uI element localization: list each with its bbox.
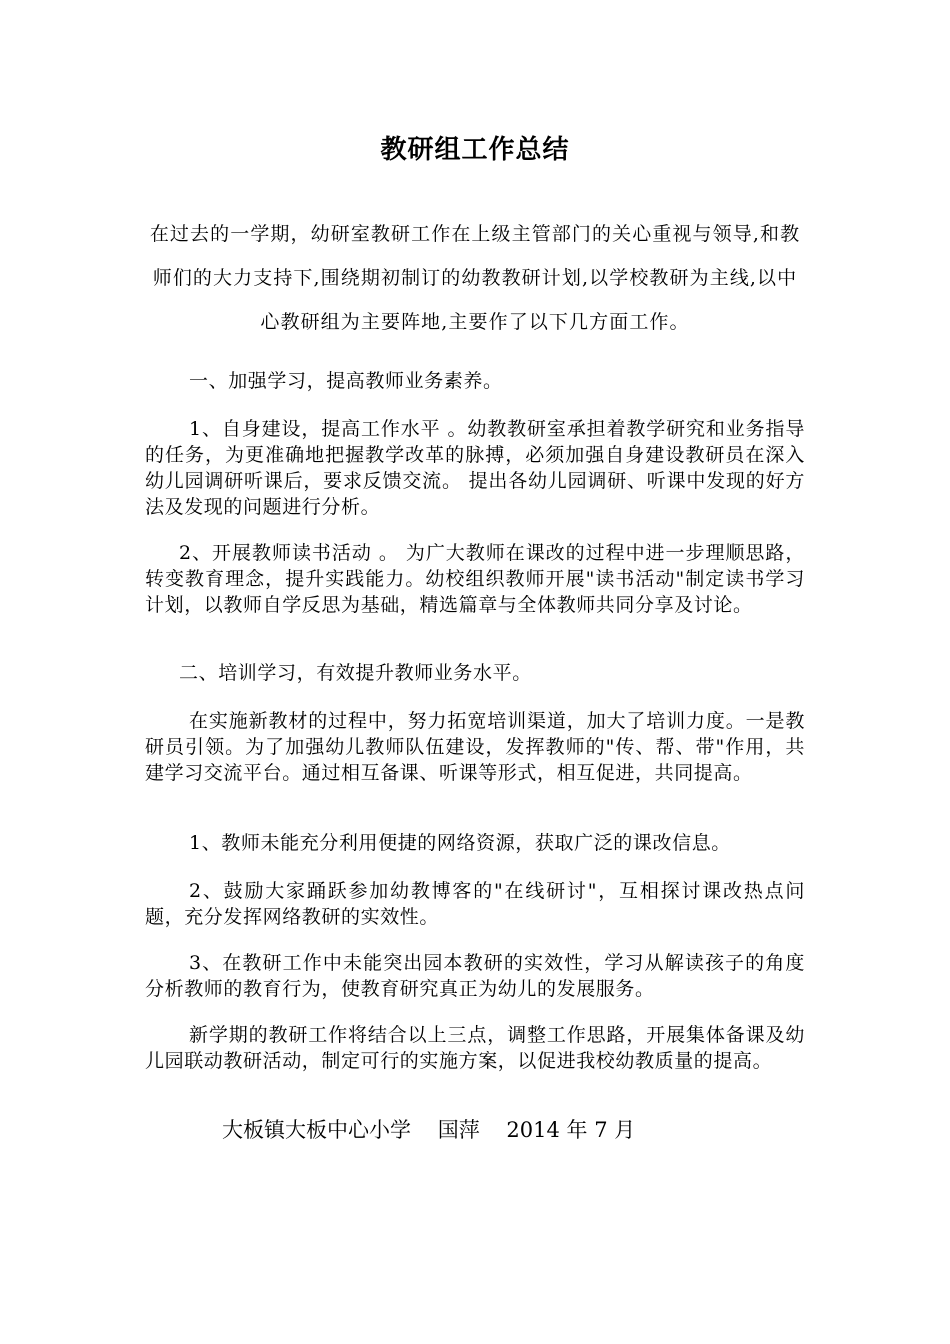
section-heading-2: 二、培训学习，有效提升教师业务水平。	[179, 662, 532, 684]
paragraph-6: 3、在教研工作中未能突出园本教研的实效性，学习从解读孩子的角度分析教师的教育行为，使教育研究真正为幼儿的发展服务。	[145, 952, 805, 1000]
paragraph-4: 1、教师未能充分利用便捷的网络资源，获取广泛的课改信息。	[189, 832, 731, 854]
paragraph-3: 在实施新教材的过程中，努力拓宽培训渠道，加大了培训力度。一是教研员引领。为了加强幼儿教师队伍建设，发挥教师的"传、帮、带"作用，共建学习交流平台。通过相互备课、听课等形式，相互促进，共同提高。	[145, 710, 805, 784]
paragraph-2: 2、开展教师读书活动 。 为广大教师在课改的过程中进一步理顺思路，转变教育理念，提升实践能力。幼校组织教师开展"读书活动"制定读书学习计划，以教师自学反思为基础，精选篇章与全体教师共同分享及讨论。	[145, 542, 805, 616]
intro-paragraph: 在过去的一学期，幼研室教研工作在上级主管部门的关心重视与领导,和教师们的大力支持下,围绕期初制订的幼教教研计划,以学校教研为主线,以中心教研组为主要阵地,主要作了以下几方面工作。	[149, 223, 801, 333]
section-heading-1: 一、加强学习，提高教师业务素养。	[189, 370, 503, 392]
paragraph-5: 2、鼓励大家踊跃参加幼教博客的"在线研讨"，互相探讨课改热点问题，充分发挥网络教研的实效性。	[145, 880, 805, 928]
signature-line: 大板镇大板中心小学 国萍 2014 年 7 月	[222, 1118, 636, 1142]
paragraph-1: 1、自身建设，提高工作水平 。幼教教研室承担着教学研究和业务指导的任务，为更准确地把握教学改革的脉搏，必须加强自身建设教研员在深入幼儿园调研听课后，要求反馈交流。 提出各幼儿园调研、听课中发现的好方法及发现的问题进行分析。	[145, 418, 805, 518]
document-title: 教研组工作总结	[380, 135, 570, 165]
paragraph-7: 新学期的教研工作将结合以上三点，调整工作思路，开展集体备课及幼儿园联动教研活动，制定可行的实施方案，以促进我校幼教质量的提高。	[145, 1024, 805, 1072]
